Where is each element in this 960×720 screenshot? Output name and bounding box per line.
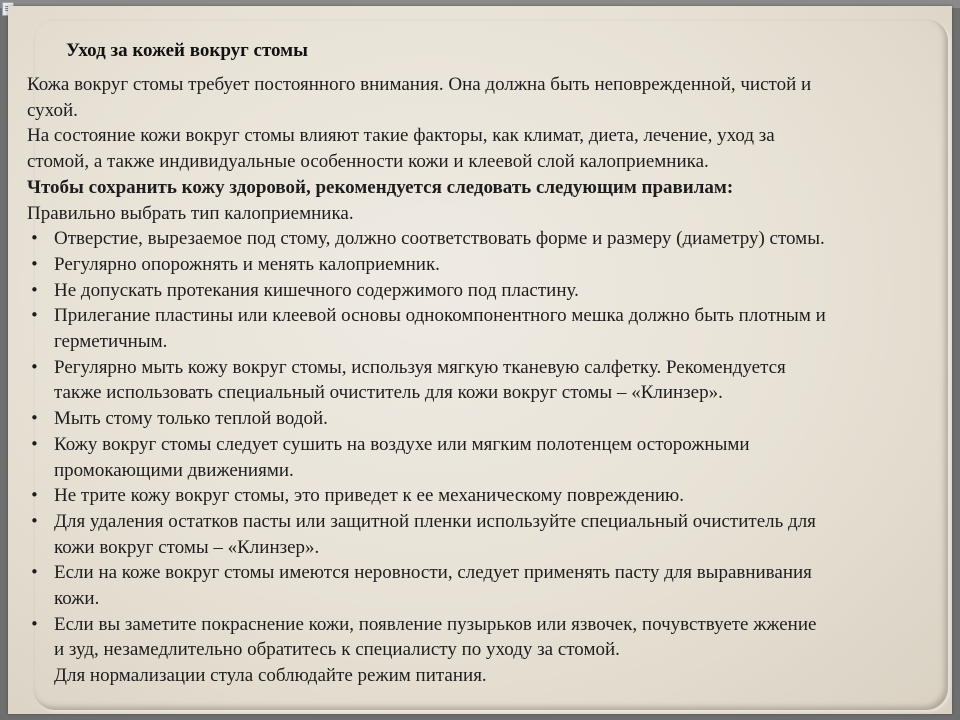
bullet-icon: • <box>30 434 39 453</box>
list-item <box>27 509 942 560</box>
list-item-text: и зуд, незамедлительно обратитесь к специалисту по уходу за стомой. <box>54 639 620 661</box>
list-item <box>27 406 942 432</box>
bullet-icon: • <box>30 306 39 325</box>
intro-line: сухой. <box>27 99 78 121</box>
list-item <box>27 303 942 354</box>
list-item <box>27 483 942 509</box>
bullet-icon: • <box>30 614 39 633</box>
list-item-text: Для удаления остатков пасты или защитной пленки используйте специальный очиститель для <box>54 510 816 532</box>
list-item-text: Не трите кожу вокруг стомы, это приведет к ее механическому повреждению. <box>54 485 685 507</box>
rules-heading: Чтобы сохранить кожу здоровой, рекомендуется следовать следующим правилам: <box>27 176 734 198</box>
list-item-text: кожи. <box>54 588 100 610</box>
list-item <box>27 612 942 663</box>
list-item <box>27 355 942 406</box>
list-item-text: Регулярно мыть кожу вокруг стомы, используя мягкую тканевую салфетку. Рекомендуется <box>54 356 786 378</box>
intro-line: На состояние кожи вокруг стомы влияют такие факторы, как климат, диета, лечение, уход за <box>27 125 775 147</box>
list-item-text: Если на коже вокруг стомы имеются неровности, следует применять пасту для выравнивания <box>54 562 812 584</box>
list-item-text: Если вы заметите покраснение кожи, появление пузырьков или язвочек, почувствуете жжение <box>54 613 817 635</box>
list-item-text: Отверстие, вырезаемое под стому, должно соответствовать форме и размеру (диаметру) стомы. <box>54 228 825 250</box>
list-item <box>27 252 942 278</box>
slide-title: Уход за кожей вокруг стомы <box>66 40 308 61</box>
list-item-text: Не допускать протекания кишечного содержимого под пластину. <box>54 279 579 301</box>
list-item-text: Кожу вокруг стомы следует сушить на воздухе или мягким полотенцем осторожными <box>54 433 750 455</box>
list-item-text: герметичным. <box>54 331 168 353</box>
bullet-icon: • <box>30 486 39 505</box>
list-item <box>27 278 942 304</box>
list-item-text: Мыть стому только теплой водой. <box>54 408 328 430</box>
list-item <box>27 560 942 611</box>
bullet-icon: • <box>30 229 39 248</box>
bullet-icon: • <box>30 409 39 428</box>
bullet-icon: • <box>30 357 39 376</box>
bullet-icon: • <box>30 563 39 582</box>
list-item-text: также использовать специальный очиститель для кожи вокруг стомы – «Клинзер». <box>54 382 723 404</box>
list-item <box>27 226 942 252</box>
intro-line: стомой, а также индивидуальные особенности кожи и клеевой слой калоприемника. <box>27 151 709 173</box>
bullet-icon: • <box>30 511 39 530</box>
list-item-text: промокающими движениями. <box>54 459 294 481</box>
slide-body <box>27 72 942 689</box>
slide <box>8 6 952 714</box>
bullet-icon: • <box>30 254 39 273</box>
list-item <box>27 432 942 483</box>
intro-line: Кожа вокруг стомы требует постоянного внимания. Она должна быть неповрежденной, чистой и <box>27 74 812 95</box>
list-item-text: Прилегание пластины или клеевой основы однокомпонентного мешка должно быть плотным и <box>54 305 826 327</box>
closing-note: Для нормализации стула соблюдайте режим питания. <box>54 665 487 687</box>
list-item-text: кожи вокруг стомы – «Клинзер». <box>54 536 320 558</box>
list-item-text: Регулярно опорожнять и менять калоприемник. <box>54 253 440 275</box>
rules-lead: Правильно выбрать тип калоприемника. <box>27 202 354 224</box>
bullet-icon: • <box>30 280 39 299</box>
rules-list <box>27 226 942 663</box>
